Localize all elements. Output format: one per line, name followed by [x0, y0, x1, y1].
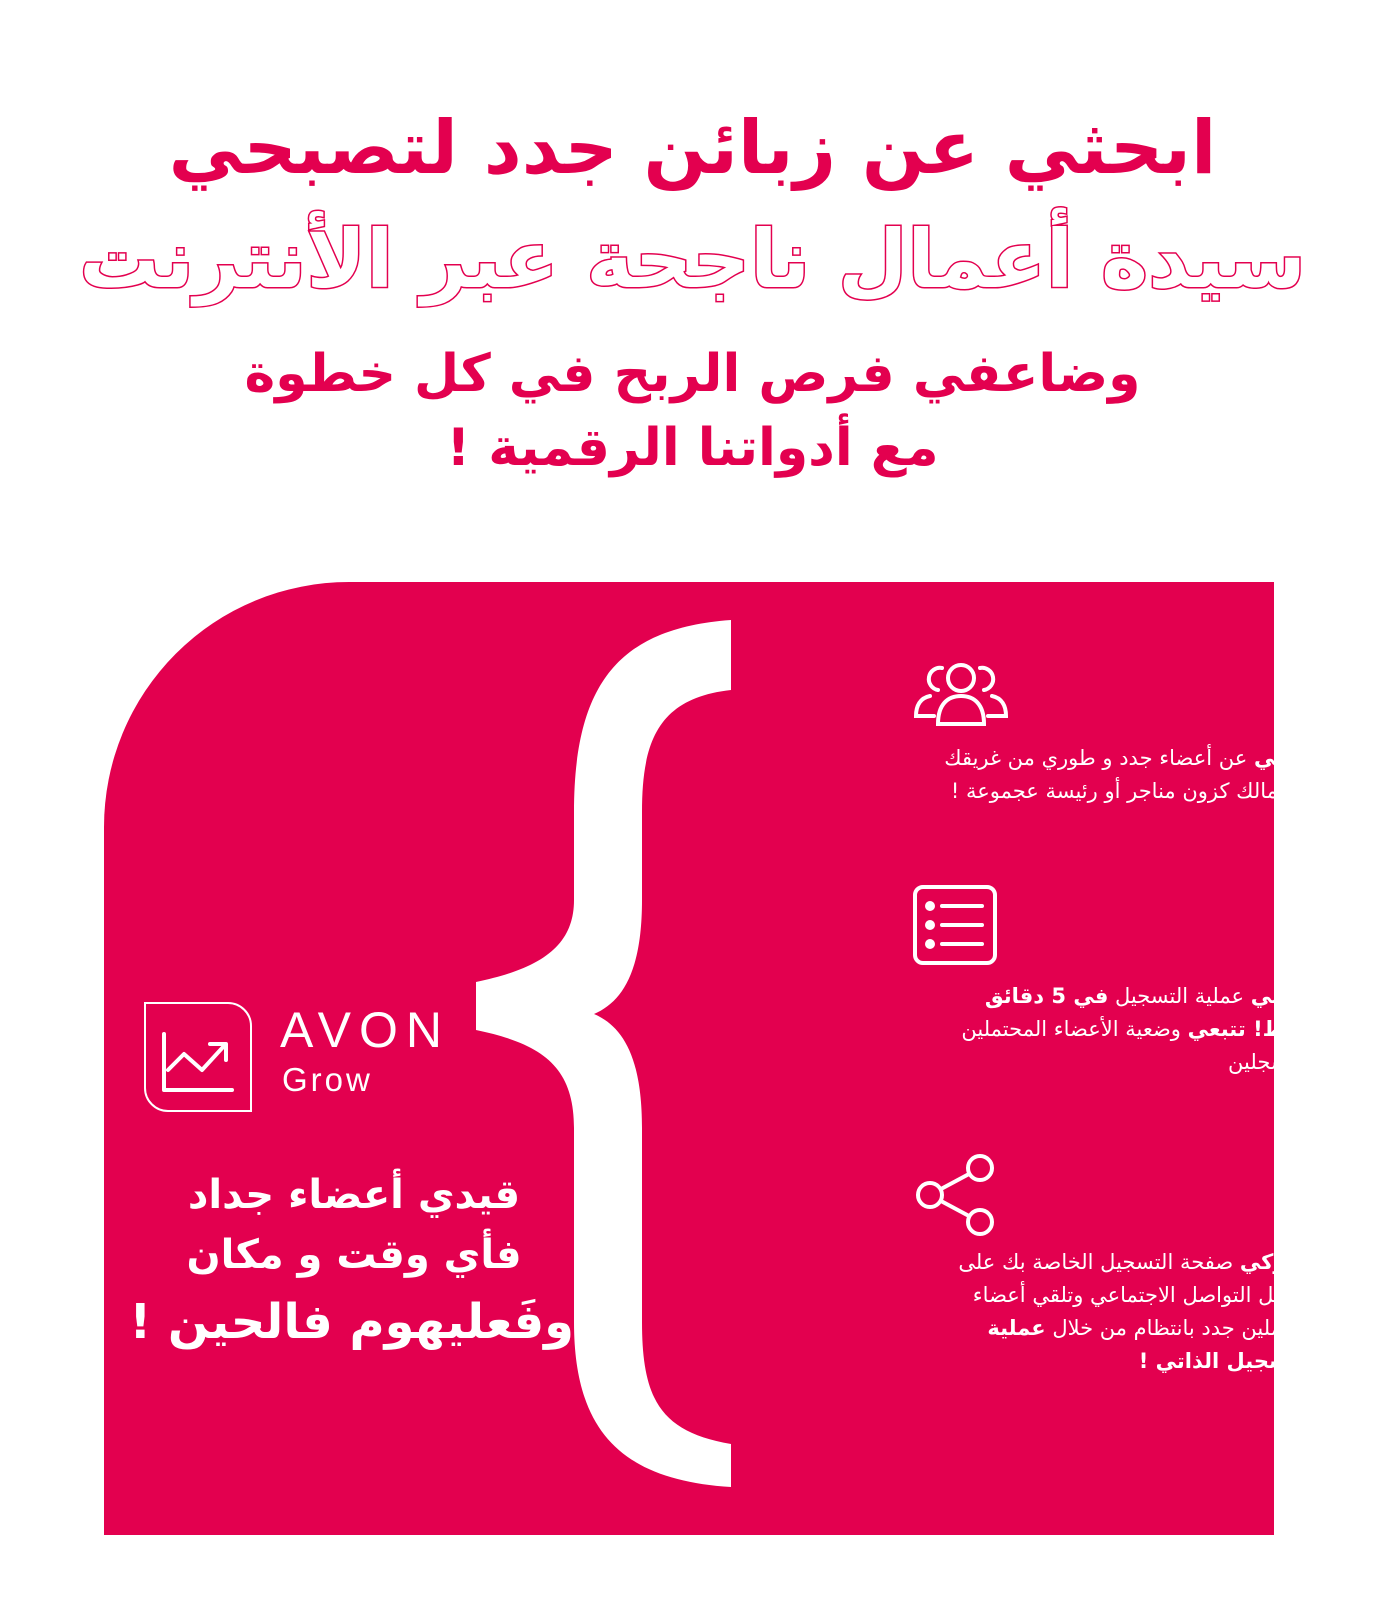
users-group-icon — [912, 656, 1010, 728]
brand-product: Grow — [282, 1061, 373, 1098]
headline-line-3: وضاعفي فرص الربح في كل خطوة — [244, 344, 1141, 404]
brand-name: AVON — [280, 1002, 450, 1058]
feature-search-text: ابحثي عن أعضاء جدد و طوري من غريقك و أعمالك كزون مناجر أو رئيسة عجموعة ! — [944, 746, 1314, 803]
slogan-line-2: فأي وقت و مكان — [186, 1232, 522, 1278]
feature-share-lead: شاركي — [1239, 1250, 1314, 1274]
feature-register-lead: أكملي — [1250, 984, 1314, 1008]
feature-register-text: أكملي عملية التسجيل في 5 دقائق فقط! تتبعي وضعية الأعضاء المحتملين المسجلين — [961, 984, 1314, 1074]
feature-share-text: شاركي صفحة التسجيل الخاصة بك على وسائل التواصل الاجتماعي وتلقي أعضاء محتملين جدد بانتظام من خلال عملية التسجيل الذاتي ! — [958, 1250, 1314, 1373]
feature-search-lead: ابحثي — [1253, 746, 1314, 770]
slogan-line-1: قيدي أعضاء جداد — [187, 1172, 521, 1218]
list-icon — [912, 884, 998, 966]
share-icon — [912, 1152, 998, 1238]
avon-grow-logo-icon — [144, 1002, 252, 1112]
promo-panel — [104, 582, 1314, 1535]
headline-line-1: ابحثي عن زبائن جدد لتصبحي — [168, 105, 1217, 191]
headline-line-2-outline: سيدة أعمال ناجحة عبر الأنترنت — [79, 213, 1306, 306]
slogan-line-3: وفَعليهوم فالحين ! — [129, 1294, 574, 1350]
headline-line-4: مع أدواتنا الرقمية ! — [446, 418, 939, 478]
